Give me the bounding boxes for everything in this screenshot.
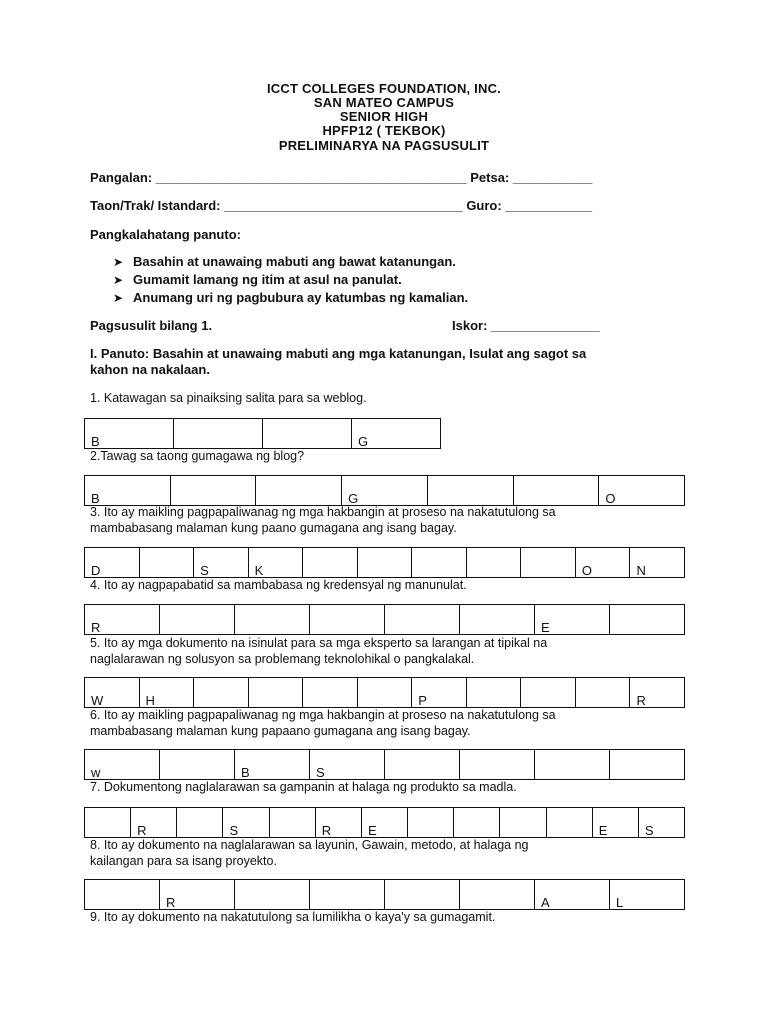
instruction-item: ➤ Anumang uri ng pagbubura ay katumbas ng kamalian. <box>113 290 469 305</box>
given-letter: S <box>316 765 325 780</box>
school-name: ICCT COLLEGES FOUNDATION, INC. <box>267 81 501 96</box>
score-field[interactable]: Iskor: _______________ <box>452 318 600 333</box>
answer-box[interactable] <box>174 419 263 448</box>
department: SENIOR HIGH <box>339 109 429 124</box>
question-line: mambabasang malaman kung papaano gumagana ang isang bagay. <box>90 723 471 738</box>
answer-box[interactable] <box>194 678 249 707</box>
answer-box[interactable] <box>639 808 685 837</box>
answer-box[interactable] <box>412 678 467 707</box>
question-text <box>90 838 690 869</box>
answer-box[interactable] <box>235 880 310 909</box>
answer-box[interactable] <box>467 678 522 707</box>
given-letter: R <box>91 620 101 635</box>
answer-box-grid <box>84 879 685 910</box>
answer-box[interactable] <box>85 880 160 909</box>
answer-box[interactable] <box>610 605 685 634</box>
answer-box[interactable] <box>630 678 685 707</box>
given-letter: W <box>91 693 104 708</box>
general-instructions-title: Pangkalahatang panuto: <box>90 227 241 242</box>
arrow-bullet-icon: ➤ <box>113 273 124 287</box>
answer-box[interactable] <box>599 476 685 505</box>
given-letter: O <box>581 563 593 578</box>
answer-box[interactable] <box>85 605 160 634</box>
given-letter: D <box>91 563 101 578</box>
question-line: 3. Ito ay maikling pagpapaliwanag ng mga hakbangin at proseso na nakatutulong sa <box>90 505 556 519</box>
given-letter: R <box>321 823 332 838</box>
answer-box[interactable] <box>514 476 600 505</box>
given-letter: w <box>91 765 101 780</box>
question-text <box>90 391 690 407</box>
answer-box[interactable] <box>467 548 522 577</box>
given-letter: H <box>145 693 155 708</box>
answer-box[interactable] <box>630 548 685 577</box>
answer-box[interactable] <box>385 880 460 909</box>
given-letter: R <box>166 895 176 910</box>
question-line: 8. Ito ay dokumento na naglalarawan sa layunin, Gawain, metodo, at halaga ng <box>90 838 529 852</box>
question-line: mambabasang malaman kung paano gumagana ang isang bagay. <box>90 520 457 535</box>
answer-box[interactable] <box>303 678 358 707</box>
answer-box[interactable] <box>610 750 685 779</box>
arrow-bullet-icon: ➤ <box>113 255 124 269</box>
answer-box[interactable] <box>593 808 639 837</box>
given-letter: O <box>605 491 616 506</box>
answer-box[interactable] <box>249 548 304 577</box>
question-line: 7. Dokumentong naglalarawan sa gampanin at halaga ng produkto sa madla. <box>90 780 517 794</box>
instruction-item: ➤ Gumamit lamang ng itim at asul na panulat. <box>113 272 402 287</box>
answer-box[interactable] <box>610 880 685 909</box>
instruction-item: ➤ Basahin at unawaing mabuti ang bawat katanungan. <box>113 254 456 269</box>
given-letter: K <box>254 563 264 578</box>
question-line: 1. Katawagan sa pinaiksing salita para sa weblog. <box>90 391 367 405</box>
question-text <box>90 910 690 926</box>
answer-box[interactable] <box>177 808 223 837</box>
answer-box-grid <box>84 547 685 578</box>
answer-box[interactable] <box>235 605 310 634</box>
answer-box[interactable] <box>521 678 576 707</box>
answer-box[interactable] <box>385 750 460 779</box>
given-letter: B <box>91 434 100 449</box>
answer-box[interactable] <box>270 808 316 837</box>
answer-box-grid <box>84 677 685 708</box>
answer-box[interactable] <box>131 808 177 837</box>
answer-box-grid <box>84 418 441 449</box>
given-letter: B <box>91 491 100 506</box>
answer-box[interactable] <box>310 880 385 909</box>
question-line: 4. Ito ay nagpapabatid sa mambabasa ng kredensyal ng manunulat. <box>90 578 467 592</box>
subject-code: HPFP12 ( TEKBOK) <box>322 123 446 138</box>
answer-box[interactable] <box>160 880 235 909</box>
given-letter: E <box>541 620 550 635</box>
campus-name: SAN MATEO CAMPUS <box>313 95 455 110</box>
question-line: 5. Ito ay mga dokumento na isinulat para sa mga eksperto sa larangan at tipikal na <box>90 636 548 650</box>
answer-box[interactable] <box>316 808 362 837</box>
answer-box[interactable] <box>547 808 593 837</box>
test-label: Pagsusulit bilang 1. <box>90 318 213 333</box>
answer-box[interactable] <box>263 419 352 448</box>
answer-box-grid <box>84 475 685 506</box>
answer-box[interactable] <box>362 808 408 837</box>
answer-box[interactable] <box>85 548 140 577</box>
answer-box[interactable] <box>194 548 249 577</box>
answer-box[interactable] <box>358 678 413 707</box>
answer-box[interactable] <box>85 678 140 707</box>
question-text <box>90 578 690 594</box>
answer-box[interactable] <box>140 548 195 577</box>
question-line: 6. Ito ay maikling pagpapaliwanag ng mga hakbangin at proseso na nakatutulong sa <box>90 708 556 722</box>
question-line: kailangan para sa isang proyekto. <box>90 853 277 868</box>
answer-box[interactable] <box>535 750 610 779</box>
answer-box-grid <box>84 749 685 780</box>
answer-box[interactable] <box>521 548 576 577</box>
exam-title: PRELIMINARYA NA PAGSUSULIT <box>278 138 490 153</box>
given-letter: P <box>418 693 427 708</box>
answer-box[interactable] <box>249 678 304 707</box>
answer-box[interactable] <box>256 476 342 505</box>
given-letter: N <box>636 563 646 578</box>
given-letter: S <box>200 563 209 578</box>
answer-box-grid <box>84 604 685 635</box>
given-letter: S <box>644 823 654 838</box>
answer-box[interactable] <box>385 605 460 634</box>
answer-box[interactable] <box>223 808 269 837</box>
given-letter: R <box>137 823 147 838</box>
answer-box[interactable] <box>342 476 428 505</box>
name-date-field[interactable]: Pangalan: ___________________________________________ Petsa: ___________ <box>90 170 593 185</box>
answer-box[interactable] <box>85 750 160 779</box>
given-letter: G <box>358 434 369 449</box>
answer-box[interactable] <box>352 419 441 448</box>
answer-box[interactable] <box>235 750 310 779</box>
question-line: 2.Tawag sa taong gumagawa ng blog? <box>90 449 305 463</box>
answer-box[interactable] <box>171 476 257 505</box>
answer-box[interactable] <box>160 605 235 634</box>
answer-box[interactable] <box>454 808 500 837</box>
question-text <box>90 708 690 739</box>
given-letter: R <box>636 693 646 708</box>
answer-box[interactable] <box>408 808 454 837</box>
answer-box[interactable] <box>460 605 535 634</box>
given-letter: E <box>598 823 608 838</box>
question-text <box>90 636 690 667</box>
answer-box[interactable] <box>412 548 467 577</box>
section-instruction-line2: kahon na nakalaan. <box>90 362 210 377</box>
given-letter: L <box>616 895 624 910</box>
given-letter: A <box>541 895 550 910</box>
given-letter: B <box>241 765 250 780</box>
answer-box[interactable] <box>535 605 610 634</box>
answer-box[interactable] <box>85 476 171 505</box>
answer-box[interactable] <box>85 808 131 837</box>
answer-box[interactable] <box>460 750 535 779</box>
answer-box[interactable] <box>310 750 385 779</box>
answer-box[interactable] <box>358 548 413 577</box>
answer-box[interactable] <box>310 605 385 634</box>
answer-box[interactable] <box>535 880 610 909</box>
answer-box[interactable] <box>303 548 358 577</box>
answer-box[interactable] <box>460 880 535 909</box>
given-letter: G <box>348 491 359 506</box>
question-line: 9. Ito ay dokumento na nakatutulong sa lumilikha o kaya'y sa gumagamit. <box>90 910 496 924</box>
given-letter: E <box>367 823 377 838</box>
answer-box[interactable] <box>428 476 514 505</box>
arrow-bullet-icon: ➤ <box>113 291 124 305</box>
given-letter: S <box>229 823 239 838</box>
answer-box[interactable] <box>160 750 235 779</box>
answer-box[interactable] <box>140 678 195 707</box>
question-line: naglalarawan ng solusyon sa problemang teknolohikal o pangkalakal. <box>90 651 475 666</box>
answer-box[interactable] <box>500 808 546 837</box>
question-text <box>90 449 690 465</box>
answer-box[interactable] <box>85 419 174 448</box>
answer-box[interactable] <box>576 678 631 707</box>
track-teacher-field[interactable]: Taon/Trak/ Istandard: _________________________________ Guro: ____________ <box>90 198 593 213</box>
answer-box[interactable] <box>576 548 631 577</box>
answer-box-grid <box>84 807 685 838</box>
question-text <box>90 780 690 796</box>
section-instruction-line1: I. Panuto: Basahin at unawaing mabuti ang mga katanungan, Isulat ang sagot sa <box>90 346 587 361</box>
question-text <box>90 505 690 536</box>
